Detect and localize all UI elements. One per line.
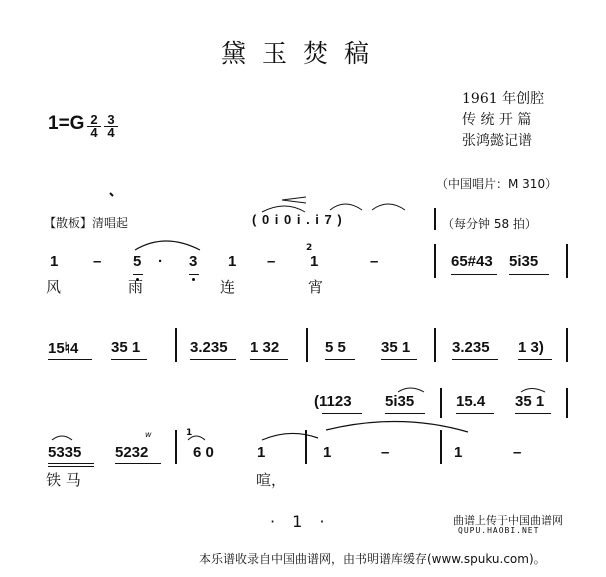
- lyric: 连: [220, 278, 236, 296]
- note-group: 15♮4: [48, 340, 79, 357]
- dash: –: [513, 444, 522, 461]
- note: 1: [310, 253, 319, 270]
- slur-arc: [372, 204, 405, 210]
- dash: –: [370, 253, 379, 270]
- note-group: 3.235: [190, 339, 228, 356]
- note: 1: [228, 253, 237, 270]
- slur-arc: [52, 436, 72, 440]
- note-group: 35 1: [515, 393, 545, 410]
- lyric: 雨: [128, 278, 144, 296]
- note: 1: [323, 444, 332, 461]
- tempo-marking: （每分钟 58 拍）: [442, 217, 537, 231]
- note-group: 35 1: [381, 339, 411, 356]
- note: 3: [189, 253, 198, 270]
- note-group: 35 1: [111, 339, 141, 356]
- note-group: (1123: [314, 393, 352, 410]
- note-group: 65#43: [451, 253, 493, 270]
- grace-note: 2: [306, 243, 313, 253]
- time-signature-bottom: 4: [90, 125, 98, 140]
- note-group: 5335: [48, 444, 82, 461]
- credit-transcriber: 张鸿懿记谱: [462, 133, 532, 149]
- lyric: 宵: [308, 278, 324, 296]
- note: 1: [257, 444, 266, 461]
- slur-arc: [521, 389, 545, 393]
- dash: –: [267, 253, 276, 270]
- footer-note: 本乐谱收录自中国曲谱网，由书明谱库缓存(www.spuku.com)。: [199, 552, 546, 566]
- dot-extension: ·: [158, 253, 163, 270]
- note-group: 15.4: [456, 393, 486, 410]
- time-signature-top: 3: [104, 114, 118, 127]
- time-signature-bottom: 4: [107, 125, 115, 140]
- tie-arc: [262, 433, 318, 440]
- watermark-line1: 曲谱上传于中国曲谱网: [453, 514, 563, 527]
- note: 1: [454, 444, 463, 461]
- note-group: 5232: [115, 444, 149, 461]
- lyric: 铁 马: [46, 471, 81, 489]
- record-label: （中国唱片：M 310）: [436, 177, 558, 191]
- slur-arc: [262, 206, 305, 212]
- slur-arc: [330, 204, 362, 210]
- credit-tradition: 传 统 开 篇: [462, 112, 532, 128]
- watermark-line2: QUPU.HAOBI.NET: [458, 526, 540, 535]
- note-group: 5i35: [385, 393, 415, 410]
- slur-arc: [188, 436, 205, 440]
- intro-figure: ( 0 i 0 i . i 7 ): [252, 212, 343, 227]
- ornament-mark: [110, 193, 113, 196]
- note-group: 1 3): [518, 339, 544, 356]
- mordent-mark: w: [145, 430, 152, 439]
- note-group: 5 5: [325, 339, 346, 356]
- note: 5: [133, 253, 142, 270]
- tempo-label: 【散板】清唱起: [44, 216, 129, 230]
- tie-arc: [326, 421, 468, 432]
- time-signature-top: 2: [87, 114, 101, 127]
- key-signature: 1=G: [48, 113, 85, 134]
- page-number: · 1 ·: [270, 512, 331, 531]
- page-title: 黛玉焚稿: [220, 39, 385, 68]
- note-group: 5i35: [509, 253, 539, 270]
- crescendo-mark: [282, 197, 306, 203]
- note: 1: [50, 253, 59, 270]
- dash: –: [381, 444, 390, 461]
- note-group: 3.235: [452, 339, 490, 356]
- credit-year: 1961 年创腔: [462, 91, 545, 107]
- slur-arc: [135, 241, 200, 250]
- dash: –: [93, 253, 102, 270]
- grace-note: 1: [186, 428, 193, 438]
- lyric: 风: [46, 278, 62, 296]
- note-group: 1 32: [250, 339, 280, 356]
- slur-arc: [398, 388, 424, 392]
- lyric: 喧，: [256, 471, 287, 489]
- note-group: 6 0: [193, 444, 214, 461]
